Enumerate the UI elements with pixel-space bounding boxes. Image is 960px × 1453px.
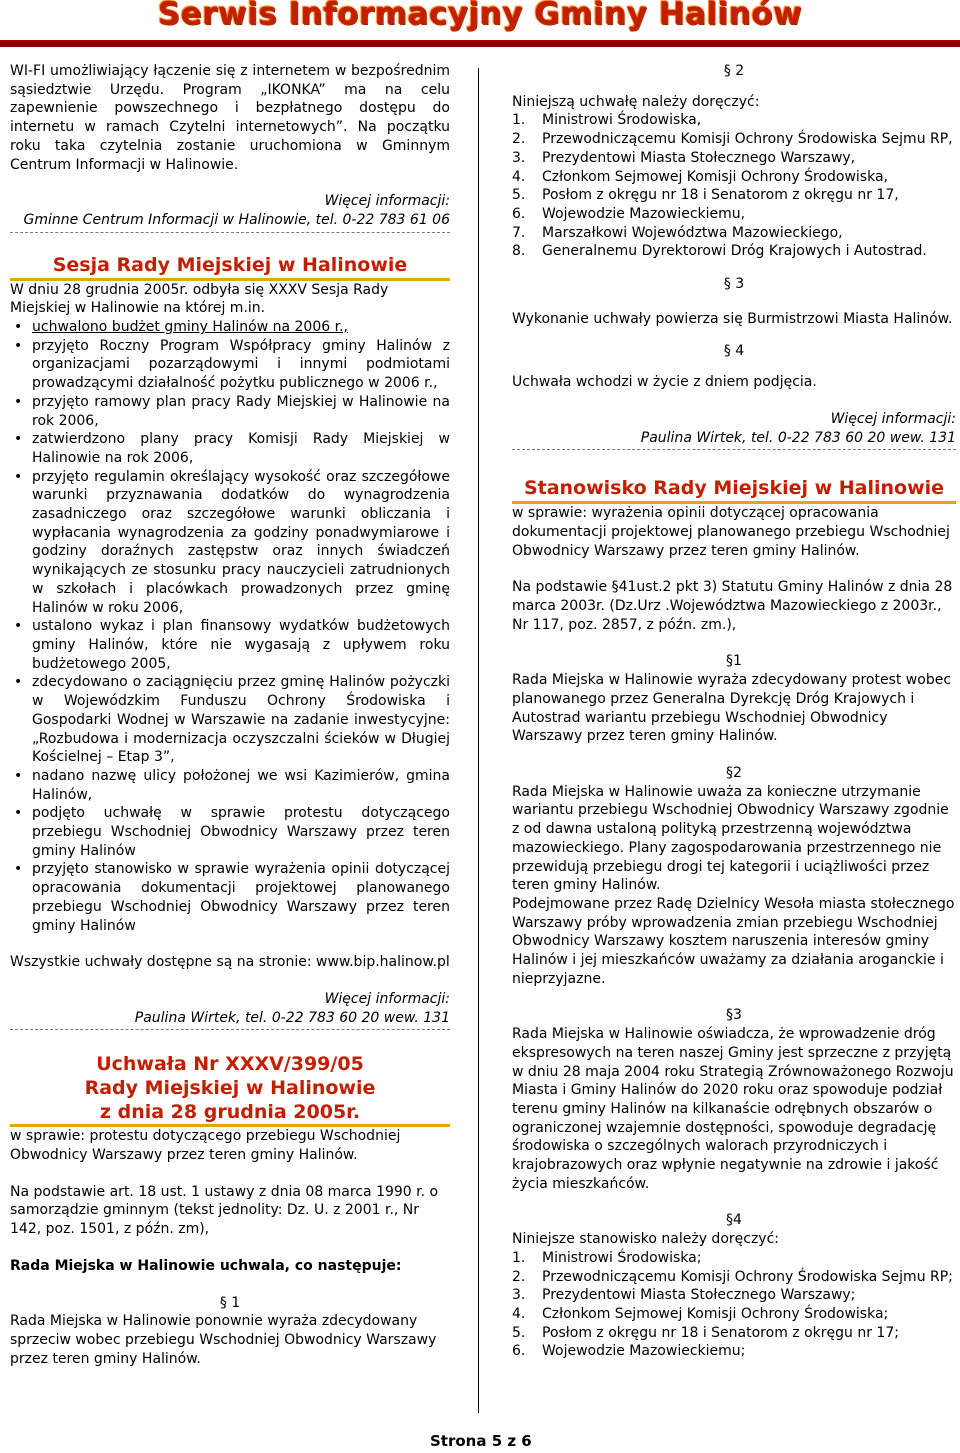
session-list <box>10 318 450 935</box>
masthead-title: Serwis Informacyjny Gminy Halinów <box>157 0 803 32</box>
more-info-label: Więcej informacji: <box>324 193 450 210</box>
item-text: Przewodniczącemu Komisji Ochrony Środowiska Sejmu RP; <box>542 1268 953 1285</box>
position-title: Stanowisko Rady Miejskiej w Halinowie <box>523 477 945 500</box>
list-item <box>512 1249 956 1268</box>
item-number: 5. <box>512 1324 526 1341</box>
item-text: Wojewodzie Mazowieckiemu, <box>542 205 746 222</box>
paragraph-text: Podejmowane przez Radę Dzielnicy Wesoła miasta stołecznego Warszawy próby wprowadzenia zmian przebiegu Wschodniej Obwodnicy Warszawy kosztem naruszenia interesów gminy Halinów i jej mieszkańców uważamy za działania aroganckie i nieprzyjazne. <box>512 895 955 987</box>
item-text: Generalnemu Dyrektorowi Dróg Krajowych i Autostrad. <box>542 243 927 260</box>
list-item: • przyjęto Roczny Program Współpracy gminy Halinów z organizacjami pozarządowymi i innymi podmiotami prowadzącymi działalność pożytku publicznego w 2006 r., <box>32 337 450 393</box>
paragraph-text: Rada Miejska w Halinowie ponownie wyraża zdecydowany sprzeciw wobec przebiegu Wschodniej Obwodnicy Warszawy przez teren gminy Halinów. <box>10 1313 437 1367</box>
list-item: • przyjęto stanowisko w sprawie wyrażenia opinii dotyczącej opracowania dokumentacji projektowej planowanego przebiegu Wschodniej Obwodnicy Warszawy przez teren gminy Halinów <box>32 860 450 935</box>
item-text: Marszałkowi Województwa Mazowieckiego, <box>542 224 843 241</box>
deliver-list <box>512 1249 956 1361</box>
resolution-heading-bar <box>10 1052 450 1127</box>
deliver-list <box>512 111 956 261</box>
paragraph-text: Wykonanie uchwały powierza się Burmistrzowi Miasta Halinów. <box>512 310 953 327</box>
deliver-intro: Niniejsze stanowisko należy doręczyć: <box>512 1231 779 1248</box>
list-item <box>512 186 956 205</box>
left-column <box>10 62 450 1368</box>
list-item <box>512 130 956 149</box>
item-number: 3. <box>512 1287 526 1304</box>
item-text: Członkom Sejmowej Komisji Ochrony Środowiska, <box>542 168 888 185</box>
paragraph-text: Rada Miejska w Halinowie oświadcza, że wprowadzenie dróg ekspresowych na teren naszej Gminy jest sprzeczne z przyjętą w dniu 28 maja 2004 roku Strategią Zrównoważonego Rozwoju Miasta i Gminy Halinów do 2020 roku oraz spowoduje podział terenu gminy Halinów na kilkanaście odrębnych obszarów o ograniczonej wzajemnie dostępności, spowoduje degradację środowiska o szczególnych walorach przyrodniczych i krajobrazowych oraz wpłynie negatywnie na zdrowie i jakość życia mieszkańców. <box>512 1026 954 1192</box>
list-item <box>512 1342 956 1361</box>
list-item <box>512 149 956 168</box>
list-item: • podjęto uchwałę w sprawie protestu dotyczącego przebiegu Wschodniej Obwodnicy Warszawy przez teren gminy Halinów <box>32 804 450 860</box>
resolution-title-line3: z dnia 28 grudnia 2005r. <box>99 1101 361 1124</box>
right-column <box>512 62 956 1361</box>
page-footer: Strona 5 z 6 <box>430 1432 532 1450</box>
paragraph-number: § 1 <box>219 1294 241 1311</box>
list-item: • zatwierdzono plany pracy Komisji Rady Miejskiej w Halinowie na rok 2006, <box>32 430 450 467</box>
session-intro: W dniu 28 grudnia 2005r. odbyła się XXXV Sesja Rady Miejskiej w Halinowie na której m.in. <box>10 281 389 317</box>
paragraph-number: §1 <box>726 653 742 670</box>
masthead-rule <box>0 40 960 47</box>
list-item <box>512 111 956 130</box>
item-number: 6. <box>512 205 526 222</box>
list-item <box>512 242 956 261</box>
paragraph-text: Uchwała wchodzi w życie z dniem podjęcia. <box>512 374 817 391</box>
item-text: Posłom z okręgu nr 18 i Senatorom z okręgu nr 17, <box>542 187 899 204</box>
item-number: 8. <box>512 243 526 260</box>
item-text: Ministrowi Środowiska; <box>542 1249 702 1266</box>
column-divider <box>478 68 479 1413</box>
item-number: 6. <box>512 1343 526 1360</box>
item-text: Prezydentowi Miasta Stołecznego Warszawy; <box>542 1287 856 1304</box>
position-basis: Na podstawie §41ust.2 pkt 3) Statutu Gminy Halinów z dnia 28 marca 2003r. (Dz.Urz .Województwa Mazowieckiego z 2003r., Nr 117, poz. 2857, z późn. zm.), <box>512 579 953 633</box>
item-text: Prezydentowi Miasta Stołecznego Warszawy, <box>542 149 856 166</box>
list-item <box>512 1324 956 1343</box>
position-heading-bar <box>512 476 956 504</box>
more-info-contact: Gminne Centrum Informacji w Halinowie, tel. 0-22 783 61 06 <box>23 211 450 228</box>
resolution-title-line2: Rady Miejskiej w Halinowie <box>84 1077 376 1100</box>
resolution-subject: w sprawie: protestu dotyczącego przebiegu Wschodniej Obwodnicy Warszawy przez teren gminy Halinów. <box>10 1128 401 1164</box>
paragraph-number: §2 <box>726 764 742 781</box>
item-number: 4. <box>512 168 526 185</box>
paragraph-number: §4 <box>726 1212 742 1229</box>
item-text: Członkom Sejmowej Komisji Ochrony Środowiska; <box>542 1305 889 1322</box>
more-info-contact: Paulina Wirtek, tel. 0-22 783 60 20 wew. 131 <box>134 1009 450 1026</box>
intro-paragraph: WI-FI umożliwiający łączenie się z internetem w bezpośrednim sąsiedztwie Urzędu. Program „IKONKA” ma na celu zapewnienie powszechnego i bezpłatnego dostępu do internetu w ramach Czytelni internetowych”. Na początku roku taka czytelnia zostanie uruchomiona w Gminnym Centrum Informacji w Halinowie. <box>10 63 450 173</box>
item-number: 7. <box>512 224 526 241</box>
more-info-label: Więcej informacji: <box>830 410 956 427</box>
paragraph-number: §3 <box>726 1007 742 1024</box>
session-outro: Wszystkie uchwały dostępne są na stronie: www.bip.halinow.pl <box>10 954 450 971</box>
list-item <box>512 1286 956 1305</box>
more-info-label: Więcej informacji: <box>324 990 450 1007</box>
list-item: • ustalono wykaz i plan finansowy wydatków budżetowych gminy Halinów, które nie wygasają z upływem roku budżetowego 2005, <box>32 617 450 673</box>
list-item[interactable]: • uchwalono budżet gminy Halinów na 2006 r., <box>32 318 450 337</box>
list-item: • przyjęto regulamin określający wysokość oraz szczegółowe warunki przyznawania dodatków do wynagrodzenia zasadniczego oraz szczegółowe warunki obliczania i wypłacania wynagrodzenia za godziny ponadwymiarowe i godziny doraźnych zastępstw oraz innych świadczeń wynikających ze stosunku pracy nauczycieli zatrudnionych w szkołach i placówkach prowadzonych przez gminę Halinów w roku 2006, <box>32 468 450 618</box>
item-text: Przewodniczącemu Komisji Ochrony Środowiska Sejmu RP, <box>542 131 953 148</box>
masthead <box>0 0 960 34</box>
item-number: 2. <box>512 1268 526 1285</box>
item-number: 4. <box>512 1305 526 1322</box>
item-text: Wojewodzie Mazowieckiemu; <box>542 1343 746 1360</box>
list-item <box>512 224 956 243</box>
list-item <box>512 1268 956 1287</box>
list-item: • nadano nazwę ulicy położonej we wsi Kazimierów, gmina Halinów, <box>32 767 450 804</box>
list-item <box>512 1305 956 1324</box>
item-text: Posłom z okręgu nr 18 i Senatorom z okręgu nr 17; <box>542 1324 899 1341</box>
paragraph-number: § 2 <box>723 63 745 79</box>
resolution-basis: Na podstawie art. 18 ust. 1 ustawy z dnia 08 marca 1990 r. o samorządzie gminnym (tekst jednolity: Dz. U. z 2001 r., Nr 142, poz. 1501, z późn. zm), <box>10 1183 439 1238</box>
item-number: 3. <box>512 149 526 166</box>
session-heading-bar <box>10 253 450 281</box>
list-item: • przyjęto ramowy plan pracy Rady Miejskiej w Halinowie na rok 2006, <box>32 393 450 430</box>
resolution-title-line1: Uchwała Nr XXXV/399/05 <box>96 1053 364 1076</box>
paragraph-number: § 4 <box>723 343 745 360</box>
paragraph-number: § 3 <box>723 276 745 293</box>
paragraph-text: Rada Miejska w Halinowie uważa za konieczne utrzymanie wariantu przebiegu Wschodniej Obwodnicy Warszawy zgodnie z od dawna ustaloną polityką przestrzenną województwa mazowieckiego. Plany zagospodarowania przestrzennego nie przewidują przebiegu drogi tej kategorii i uciążliwości przez teren gminy Halinów. <box>512 783 949 894</box>
item-text: Ministrowi Środowiska, <box>542 112 702 129</box>
item-number: 2. <box>512 131 526 148</box>
item-number: 5. <box>512 187 526 204</box>
list-item: • zdecydowano o zaciągnięciu przez gminę Halinów pożyczki w Wojewódzkim Funduszu Ochrony Środowiska i Gospodarki Wodnej w Warszawie na zadanie inwestycyjne: „Rozbudowa i modernizacja oczyszczalni ścieków w Długiej Kościelnej – Etap 3”, <box>32 673 450 767</box>
paragraph-text: Rada Miejska w Halinowie wyraża zdecydowany protest wobec planowanego przez Generalna Dyrekcję Dróg Krajowych i Autostrad wariantu przebiegu Wschodniej Obwodnicy Warszawy przez teren gminy Halinów. <box>512 672 952 745</box>
item-number: 1. <box>512 1249 526 1266</box>
list-item <box>512 205 956 224</box>
list-item <box>512 168 956 187</box>
item-number: 1. <box>512 112 526 129</box>
session-title: Sesja Rady Miejskiej w Halinowie <box>52 253 408 276</box>
resolution-decides: Rada Miejska w Halinowie uchwala, co następuje: <box>10 1257 402 1274</box>
position-subject: w sprawie: wyrażenia opinii dotyczącej opracowania dokumentacji projektowej planowanego przebiegu Wschodniej Obwodnicy Warszawy przez teren gminy Halinów. <box>512 505 950 559</box>
more-info-contact: Paulina Wirtek, tel. 0-22 783 60 20 wew. 131 <box>640 429 956 446</box>
deliver-intro: Niniejszą uchwałę należy doręczyć: <box>512 93 760 110</box>
